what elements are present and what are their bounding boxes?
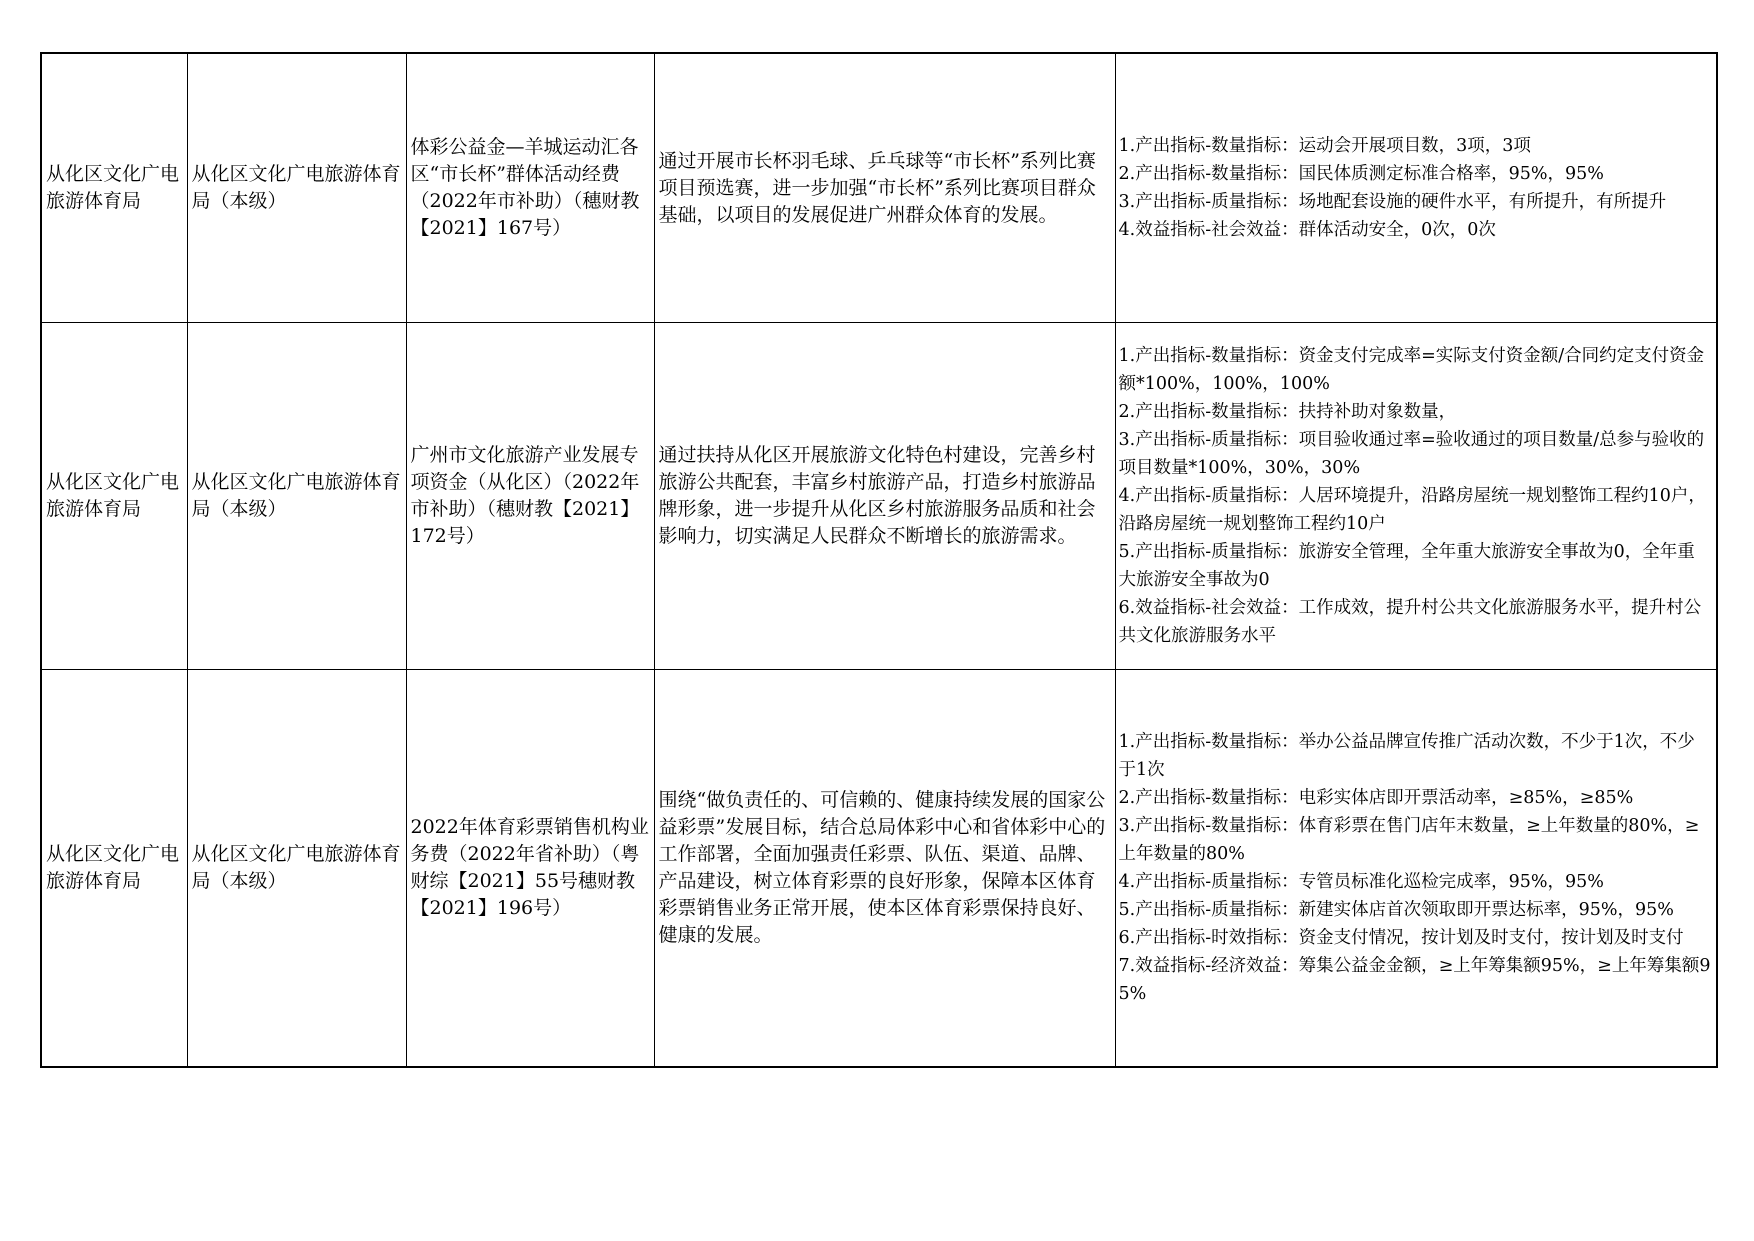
metrics-cell [1115, 670, 1717, 1068]
metric-item: 5.产出指标-质量指标：旅游安全管理，全年重大旅游安全事故为0，全年重大旅游安全事故为0 [1118, 542, 1695, 590]
metric-item: 2.产出指标-数量指标：扶持补助对象数量， [1118, 402, 1457, 422]
goal-cell: 通过扶持从化区开展旅游文化特色村建设，完善乡村旅游公共配套，丰富乡村旅游产品，打造乡村旅游品牌形象，进一步提升从化区乡村旅游服务品质和社会影响力，切实满足人民群众不断增长的旅游需求。 [654, 323, 1115, 670]
metrics-cell [1115, 323, 1717, 670]
metric-item: 2.产出指标-数量指标：电彩实体店即开票活动率，≥85%，≥85% [1118, 788, 1634, 808]
metric-item: 3.产出指标-质量指标：场地配套设施的硬件水平，有所提升，有所提升 [1118, 192, 1667, 212]
metric-item: 2.产出指标-数量指标：国民体质测定标准合格率，95%，95% [1118, 164, 1604, 184]
metric-item: 7.效益指标-经济效益：筹集公益金金额，≥上年筹集额95%，≥上年筹集额95% [1118, 956, 1711, 1004]
performance-goals-table [40, 52, 1718, 1068]
department-cell: 从化区文化广电旅游体育局（本级） [187, 670, 406, 1068]
metric-item: 1.产出指标-数量指标：资金支付完成率=实际支付资金额/合同约定支付资金额*100%，100%，100% [1118, 346, 1705, 394]
goal-cell: 通过开展市长杯羽毛球、乒乓球等“市长杯”系列比赛项目预选赛，进一步加强“市长杯”系列比赛项目群众基础，以项目的发展促进广州群众体育的发展。 [654, 53, 1115, 323]
unit-cell: 从化区文化广电旅游体育局 [41, 670, 187, 1068]
metric-item: 3.产出指标-数量指标：体育彩票在售门店年末数量，≥上年数量的80%，≥上年数量的80% [1118, 816, 1700, 864]
table-row [41, 53, 1717, 323]
metric-item: 4.产出指标-质量指标：专管员标准化巡检完成率，95%，95% [1118, 872, 1604, 892]
project-name-cell: 2022年体育彩票销售机构业务费（2022年省补助）（粤财综【2021】55号穗财教【2021】196号） [406, 670, 654, 1068]
unit-cell: 从化区文化广电旅游体育局 [41, 323, 187, 670]
metric-item: 1.产出指标-数量指标：举办公益品牌宣传推广活动次数，不少于1次，不少于1次 [1118, 732, 1695, 780]
metric-item: 4.效益指标-社会效益：群体活动安全，0次，0次 [1118, 220, 1496, 240]
department-cell: 从化区文化广电旅游体育局（本级） [187, 323, 406, 670]
metric-item: 4.产出指标-质量指标：人居环境提升，沿路房屋统一规划整饰工程约10户，沿路房屋统一规划整饰工程约10户 [1118, 486, 1706, 534]
metrics-cell [1115, 53, 1717, 323]
department-cell: 从化区文化广电旅游体育局（本级） [187, 53, 406, 323]
table-row [41, 670, 1717, 1068]
metric-item: 5.产出指标-质量指标：新建实体店首次领取即开票达标率，95%，95% [1118, 900, 1674, 920]
project-name-cell: 广州市文化旅游产业发展专项资金（从化区）（2022年市补助）（穗财教【2021】172号） [406, 323, 654, 670]
unit-cell: 从化区文化广电旅游体育局 [41, 53, 187, 323]
goal-cell: 围绕“做负责任的、可信赖的、健康持续发展的国家公益彩票”发展目标，结合总局体彩中心和省体彩中心的工作部署，全面加强责任彩票、队伍、渠道、品牌、产品建设，树立体育彩票的良好形象，保障本区体育彩票销售业务正常开展，使本区体育彩票保持良好、健康的发展。 [654, 670, 1115, 1068]
metric-item: 6.产出指标-时效指标：资金支付情况，按计划及时支付，按计划及时支付 [1118, 928, 1684, 948]
metric-item: 1.产出指标-数量指标：运动会开展项目数，3项，3项 [1118, 136, 1531, 156]
table-row [41, 323, 1717, 670]
project-name-cell: 体彩公益金—羊城运动汇各区“市长杯”群体活动经费（2022年市补助）（穗财教【2021】167号） [406, 53, 654, 323]
metric-item: 6.效益指标-社会效益：工作成效，提升村公共文化旅游服务水平，提升村公共文化旅游服务水平 [1118, 598, 1702, 646]
metric-item: 3.产出指标-质量指标：项目验收通过率=验收通过的项目数量/总参与验收的项目数量*100%，30%，30% [1118, 430, 1705, 478]
